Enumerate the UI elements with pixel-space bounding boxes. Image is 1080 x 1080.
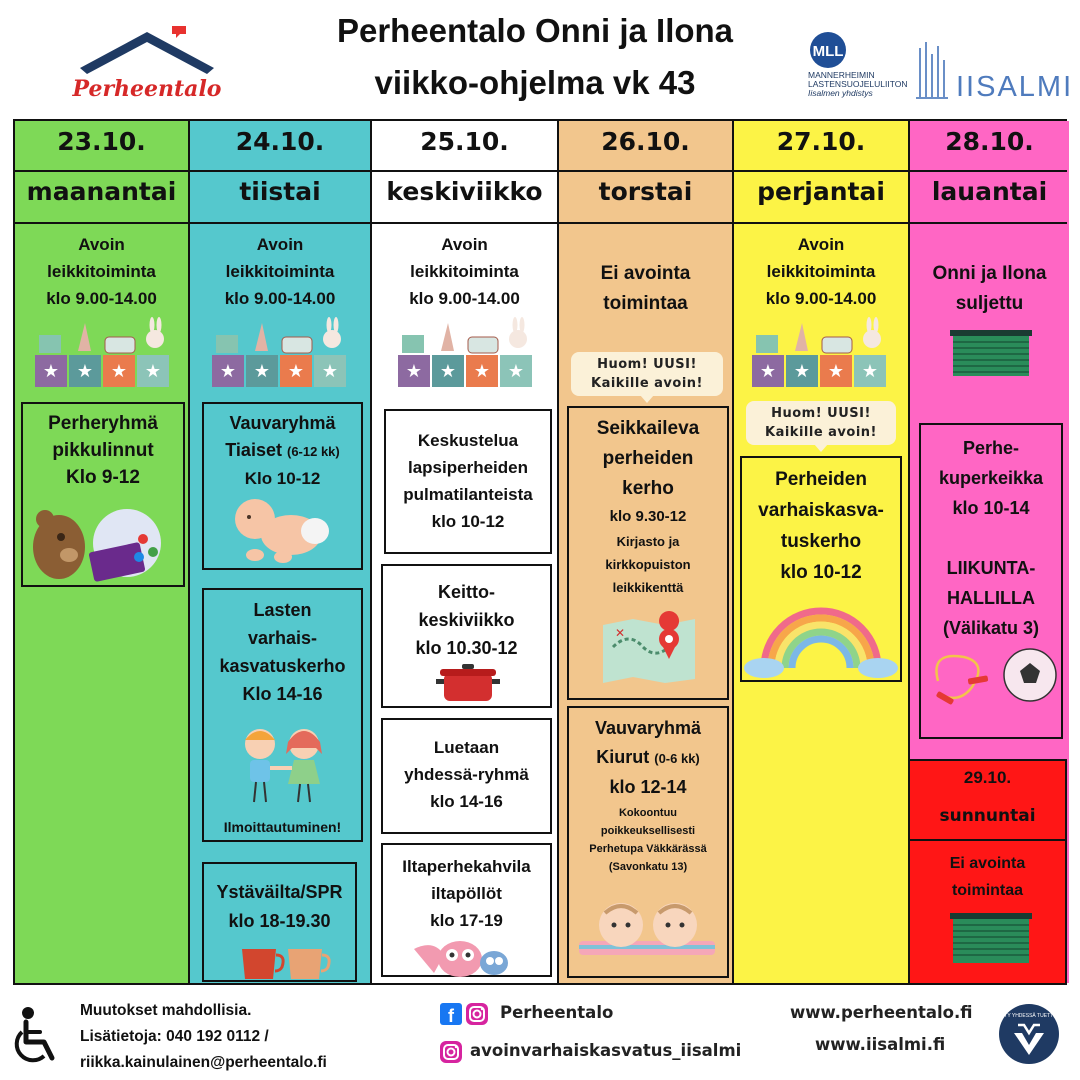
iisalmi-logo xyxy=(912,38,1074,104)
support-badge-text: TEHTY YHDESSÄ TUETTUNA xyxy=(994,1013,1064,1019)
column-monday xyxy=(15,121,190,983)
thursday-adventure-club: Seikkaileva perheiden kerho klo 9.30-12 Kirjasto ja kirkkopuiston leikkikenttä xyxy=(567,406,729,700)
column-friday xyxy=(734,121,910,983)
toy-blocks-illustration xyxy=(210,317,350,398)
tuesday-baby-group: Vauvaryhmä Tiaiset (6-12 kk) Klo 10-12 xyxy=(202,402,363,570)
grid-row-divider xyxy=(13,170,1067,172)
column-sunday xyxy=(908,759,1067,985)
tuesday-friend-evening: Ystäväilta/SPR klo 18-19.30 xyxy=(202,862,357,982)
svg-text:★: ★ xyxy=(287,361,305,381)
wednesday-evening-cafe: Iltaperhekahvila iltapöllöt klo 17-19 xyxy=(381,843,552,977)
iisalmi-logo-text: IISALMI xyxy=(956,71,1074,103)
email-link[interactable]: riikka.kainulainen@perheentalo.fi xyxy=(80,1054,327,1071)
closed-shutter-icon xyxy=(950,330,1032,381)
tuesday-kids-club: Lasten varhais- kasvatuskerho Klo 14-16 Ilmoittautuminen! xyxy=(202,588,363,842)
friday-family-club: Perheiden varhaiskasva- tuskerho klo 10-12 xyxy=(740,456,902,682)
tuesday-name: tiistai xyxy=(239,177,321,206)
social-perheentalo-link[interactable]: Perheentalo xyxy=(500,1003,614,1022)
svg-text:★: ★ xyxy=(405,361,423,381)
rainbow-illustration xyxy=(744,584,898,685)
svg-text:✕: ✕ xyxy=(615,626,626,640)
thursday-name: torstai xyxy=(598,177,693,206)
coffee-cups-illustration xyxy=(240,939,330,988)
teddy-and-art-supplies-illustration xyxy=(27,497,177,592)
friday-name: perjantai xyxy=(757,177,885,206)
mll-logo-sub1: MANNERHEIMIN xyxy=(808,70,875,80)
toy-blocks-illustration xyxy=(396,317,536,398)
children-holding-hands-illustration xyxy=(232,726,332,811)
iisalmi-website-link[interactable]: www.iisalmi.fi xyxy=(815,1035,946,1054)
wednesday-name: keskiviikko xyxy=(386,177,543,206)
treasure-map-illustration xyxy=(599,617,699,690)
instagram-icon[interactable] xyxy=(466,1003,488,1030)
svg-text:★: ★ xyxy=(110,361,128,381)
mll-logo-sub3: Iisalmen yhdistys xyxy=(808,88,873,98)
wheelchair-accessibility-icon xyxy=(10,1006,64,1073)
saturday-date: 28.10. xyxy=(945,127,1034,156)
mll-logo-sub2: LASTENSUOJELULIITON xyxy=(808,79,908,89)
saturday-closed: Onni ja Ilona suljettu xyxy=(932,263,1047,314)
monday-date: 23.10. xyxy=(57,127,146,156)
wednesday-discussion: Keskustelua lapsiperheiden pulmatilanteista klo 10-12 xyxy=(384,409,552,554)
instagram-icon[interactable] xyxy=(440,1041,462,1068)
perheentalo-logo-text: Perheentalo xyxy=(72,76,222,102)
owls-illustration xyxy=(408,929,518,984)
mll-logo xyxy=(806,28,906,102)
svg-text:★: ★ xyxy=(793,361,811,381)
tuesday-date: 24.10. xyxy=(235,127,325,156)
svg-text:★: ★ xyxy=(144,361,162,381)
svg-text:★: ★ xyxy=(473,361,491,381)
cooking-pot-illustration xyxy=(436,663,500,708)
svg-text:★: ★ xyxy=(759,361,777,381)
perheentalo-website-link[interactable]: www.perheentalo.fi xyxy=(790,1003,973,1022)
saturday-name: lauantai xyxy=(931,177,1048,206)
perheentalo-logo xyxy=(72,18,222,110)
svg-text:★: ★ xyxy=(439,361,457,381)
svg-text:★: ★ xyxy=(42,361,60,381)
sunday-no-activity: Ei avointa toimintaa xyxy=(949,855,1026,899)
sunday-date: 29.10. xyxy=(963,768,1012,787)
monday-family-group: Perheryhmä pikkulinnut Klo 9-12 xyxy=(21,402,185,587)
friday-open-play: Avoin leikkitoiminta klo 9.00-14.00 xyxy=(765,235,877,308)
svg-text:f: f xyxy=(448,1006,454,1026)
saturday-family-event: Perhe- kuperkeikka klo 10-14 LIIKUNTA- HALLILLA (Välikatu 3) xyxy=(919,423,1063,739)
changes-note: Muutokset mahdollisia. xyxy=(80,1002,252,1019)
crawling-baby-illustration xyxy=(225,493,335,574)
thursday-date: 26.10. xyxy=(601,127,690,156)
contact-info xyxy=(80,998,327,1076)
social-instagram-link[interactable]: avoinvarhaiskasvatus_iisalmi xyxy=(470,1041,742,1060)
two-babies-illustration xyxy=(577,897,717,964)
wednesday-date: 25.10. xyxy=(420,127,509,156)
tuesday-open-play: Avoin leikkitoiminta klo 9.00-14.00 xyxy=(224,235,336,308)
toy-blocks-illustration xyxy=(750,317,890,398)
wednesday-reading-group: Luetaan yhdessä-ryhmä klo 14-16 xyxy=(381,718,552,834)
thursday-new-note: Huom! UUSI! Kaikille avoin! xyxy=(571,352,723,396)
mll-logo-text: MLL xyxy=(812,43,844,60)
column-thursday xyxy=(559,121,734,983)
svg-text:★: ★ xyxy=(861,361,879,381)
friday-date: 27.10. xyxy=(776,127,866,156)
jump-rope-and-ball-illustration xyxy=(928,641,1058,712)
thursday-no-open-activity: Ei avointa toimintaa xyxy=(600,263,691,314)
support-badge-logo xyxy=(994,1003,1064,1070)
svg-text:★: ★ xyxy=(507,361,525,381)
svg-text:★: ★ xyxy=(76,361,94,381)
grid-row-divider xyxy=(13,222,1067,224)
monday-open-play: Avoin leikkitoiminta klo 9.00-14.00 xyxy=(46,235,157,308)
page-title: Perheentalo Onni ja Ilona xyxy=(336,12,734,49)
monday-name: maanantai xyxy=(26,177,177,206)
closed-shutter-icon xyxy=(950,913,1032,968)
svg-text:★: ★ xyxy=(827,361,845,381)
phone-info: Lisätietoja: 040 192 0112 / xyxy=(80,1028,269,1045)
friday-new-note: Huom! UUSI! Kaikille avoin! xyxy=(746,401,896,445)
facebook-icon[interactable] xyxy=(440,1003,462,1030)
svg-text:★: ★ xyxy=(253,361,271,381)
svg-text:★: ★ xyxy=(219,361,237,381)
wednesday-open-play: Avoin leikkitoiminta klo 9.00-14.00 xyxy=(409,235,520,308)
tuesday-club-registration-note: Ilmoittautuminen! xyxy=(223,819,342,835)
column-wednesday xyxy=(372,121,559,983)
thursday-baby-group: Vauvaryhmä Kiurut (0-6 kk) klo 12-14 Kokoontuu poikkeuksellisesti Perhetupa Väkkärässä (Savonkatu 13) xyxy=(567,706,729,978)
toy-blocks-illustration xyxy=(33,317,173,398)
svg-text:★: ★ xyxy=(321,361,339,381)
column-tuesday xyxy=(190,121,372,983)
sunday-name: sunnuntai xyxy=(939,806,1036,826)
wednesday-soup: Keitto- keskiviikko klo 10.30-12 xyxy=(381,564,552,708)
page-subtitle: viikko-ohjelma vk 43 xyxy=(374,64,696,101)
